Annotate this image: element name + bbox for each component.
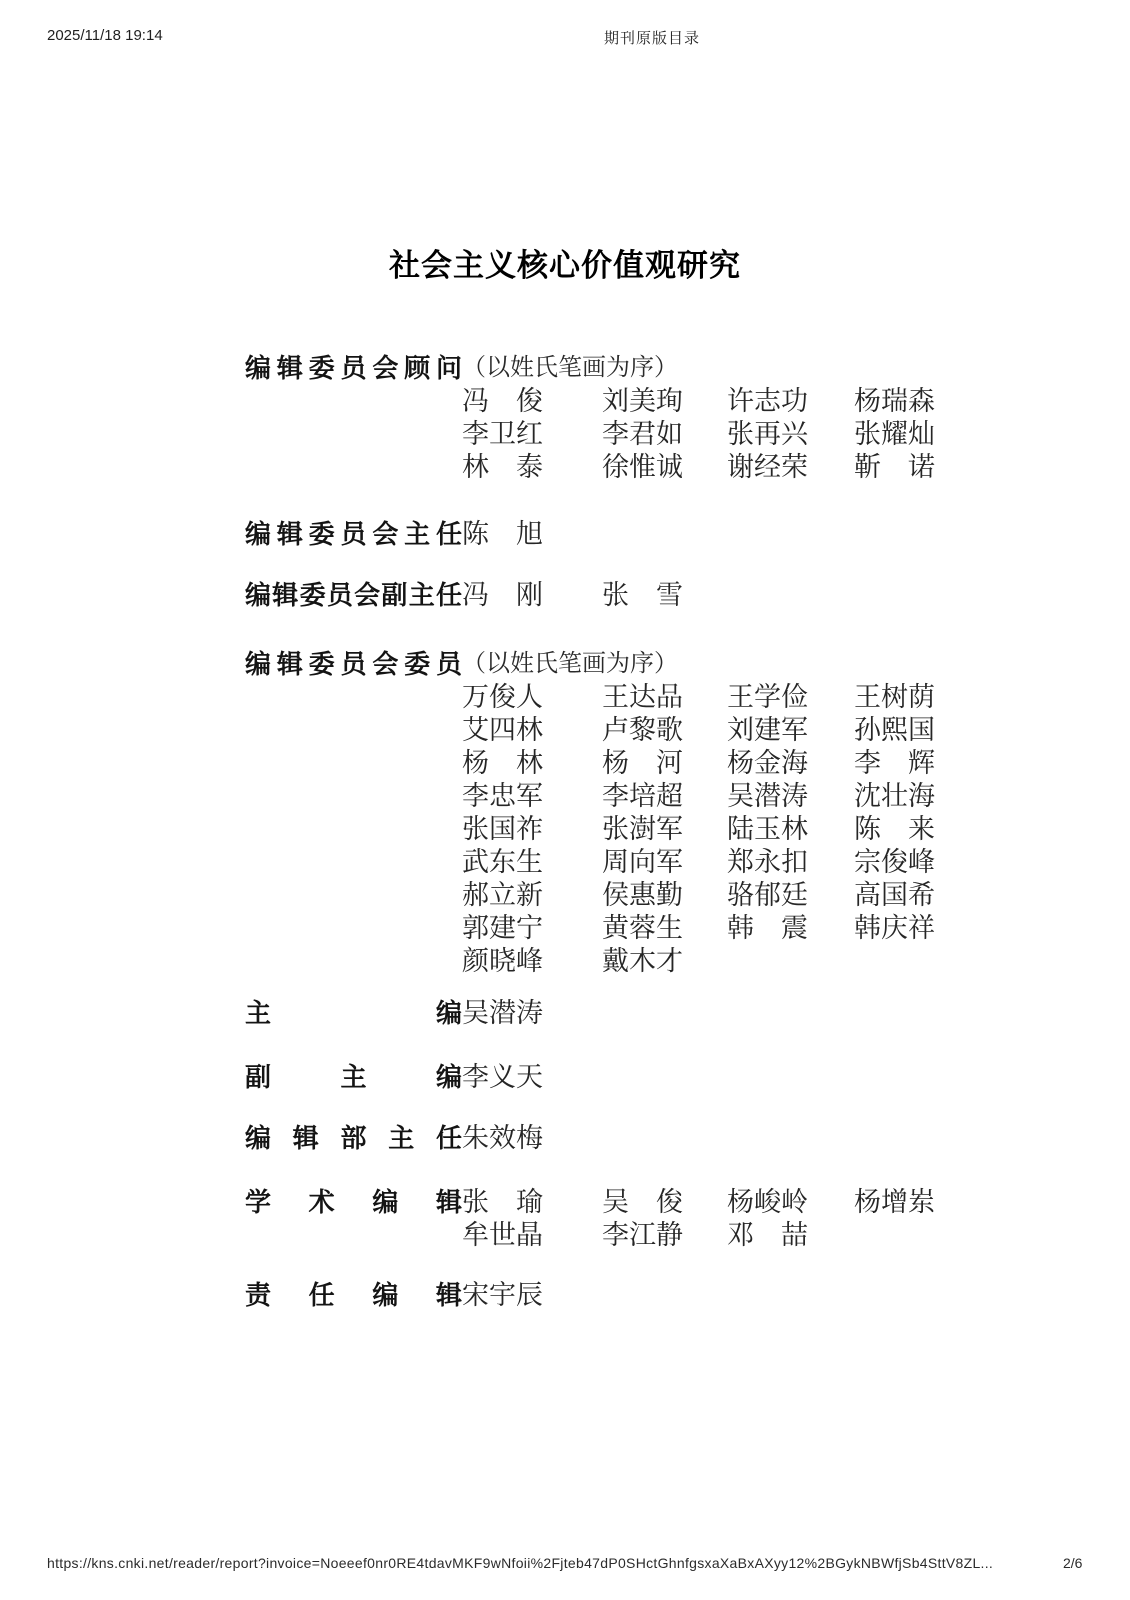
- academic-editors-name-grid: [462, 1186, 965, 1252]
- member-name: 韩 震: [727, 913, 808, 943]
- deputy-director-name: 冯 刚: [462, 580, 543, 610]
- chief-editor-name: 吴潜涛: [462, 998, 543, 1028]
- editorial-office-director-label: 编 辑 部 主 任: [245, 1123, 462, 1153]
- section-deputy-chief-editor: [245, 1061, 965, 1094]
- academic-editor-name: 张 瑜: [462, 1187, 543, 1217]
- deputy-chief-editor-name: 李义天: [462, 1062, 543, 1092]
- section-deputy-directors: [245, 579, 965, 612]
- academic-editor-name: 邓 喆: [727, 1220, 808, 1250]
- deputy-directors-label: 编 辑 委 员 会 副 主 任: [245, 580, 462, 610]
- section-managing-editor: [245, 1279, 965, 1312]
- advisors-name-grid: [462, 385, 965, 484]
- academic-editor-name: 李江静: [602, 1220, 683, 1250]
- deputy-director-name: 张 雪: [602, 580, 683, 610]
- member-name: 颜晓峰: [462, 946, 543, 976]
- advisor-name: 李卫红: [462, 419, 543, 449]
- section-director: [245, 518, 965, 551]
- page-indicator: 2/6: [1063, 1555, 1083, 1571]
- advisor-name: 林 泰: [462, 452, 543, 482]
- member-name: 吴潜涛: [727, 781, 808, 811]
- member-name: 韩庆祥: [854, 913, 935, 943]
- member-name: 刘建军: [727, 715, 808, 745]
- director-label: 编 辑 委 员 会 主 任: [245, 519, 462, 549]
- member-name: 武东生: [462, 847, 543, 877]
- masthead-content: [245, 352, 965, 1312]
- managing-editor-name: 宋宇辰: [462, 1280, 543, 1310]
- section-chief-editor: [245, 997, 965, 1030]
- members-label: 编 辑 委 员 会 委 员: [245, 649, 462, 679]
- member-name: 孙熙国: [854, 715, 935, 745]
- member-name: 骆郁廷: [727, 880, 808, 910]
- advisor-name: 谢经荣: [727, 452, 808, 482]
- member-name: 沈壮海: [854, 781, 935, 811]
- academic-editor-name: 吴 俊: [602, 1187, 683, 1217]
- section-advisors: [245, 352, 965, 484]
- member-name: 王树荫: [854, 682, 935, 712]
- member-name: 郑永扣: [727, 847, 808, 877]
- member-name: 郭建宁: [462, 913, 543, 943]
- member-name: 杨 河: [602, 748, 683, 778]
- section-members: [245, 648, 965, 978]
- member-name: 王达品: [602, 682, 683, 712]
- advisor-name: 许志功: [727, 386, 808, 416]
- director-name: 陈 旭: [462, 519, 543, 549]
- editorial-office-director-name: 朱效梅: [462, 1123, 543, 1153]
- advisor-name: 杨瑞森: [854, 386, 935, 416]
- academic-editors-label: 学 术 编 辑: [245, 1187, 462, 1217]
- member-name: 周向军: [602, 847, 683, 877]
- member-name: 高国希: [854, 880, 935, 910]
- member-name: 宗俊峰: [854, 847, 935, 877]
- member-name: 陆玉林: [727, 814, 808, 844]
- member-name: 黄蓉生: [602, 913, 683, 943]
- academic-editor-name: 牟世晶: [462, 1220, 543, 1250]
- member-name: 郝立新: [462, 880, 543, 910]
- advisor-name: 张耀灿: [854, 419, 935, 449]
- member-name: 杨 林: [462, 748, 543, 778]
- print-timestamp: 2025/11/18 19:14: [47, 27, 163, 44]
- member-name: 张国祚: [462, 814, 543, 844]
- member-name: 侯惠勤: [602, 880, 683, 910]
- members-name-grid: [462, 681, 965, 978]
- advisor-name: 刘美珣: [602, 386, 683, 416]
- managing-editor-label: 责 任 编 辑: [245, 1280, 462, 1310]
- member-name: 艾四林: [462, 715, 543, 745]
- member-name: 陈 来: [854, 814, 935, 844]
- member-name: 李忠军: [462, 781, 543, 811]
- advisor-name: 徐惟诚: [602, 452, 683, 482]
- advisor-name: 张再兴: [727, 419, 808, 449]
- member-name: 张澍军: [602, 814, 683, 844]
- advisor-name: 靳 诺: [854, 452, 935, 482]
- print-doc-title: 期刊原版目录: [604, 30, 701, 47]
- member-name: 卢黎歌: [602, 715, 683, 745]
- member-name: 李 辉: [854, 748, 935, 778]
- members-sort-note: （以姓氏笔画为序）: [462, 651, 678, 677]
- academic-editor-name: 杨峻岭: [727, 1187, 808, 1217]
- journal-title: 社会主义核心价值观研究: [389, 248, 741, 283]
- member-name: 戴木才: [602, 946, 683, 976]
- section-academic-editors: [245, 1186, 965, 1252]
- section-editorial-office-director: [245, 1122, 965, 1155]
- member-name: 李培超: [602, 781, 683, 811]
- advisors-label: 编 辑 委 员 会 顾 问: [245, 353, 462, 383]
- advisor-name: 冯 俊: [462, 386, 543, 416]
- chief-editor-label: 主 编: [245, 998, 462, 1028]
- footer-url: https://kns.cnki.net/reader/report?invoice=Noeeef0nr0RE4tdavMKF9wNfoii%2Fjteb47dP0SHctGhnfgsxaXaBxAXyy12%2BGykNBWfjSb4SttV8ZL...: [47, 1555, 994, 1571]
- academic-editor-name: 杨增岽: [854, 1187, 935, 1217]
- advisor-name: 李君如: [602, 419, 683, 449]
- member-name: 杨金海: [727, 748, 808, 778]
- advisors-sort-note: （以姓氏笔画为序）: [462, 355, 678, 381]
- member-name: 王学俭: [727, 682, 808, 712]
- member-name: 万俊人: [462, 682, 543, 712]
- deputy-chief-editor-label: 副 主 编: [245, 1062, 462, 1092]
